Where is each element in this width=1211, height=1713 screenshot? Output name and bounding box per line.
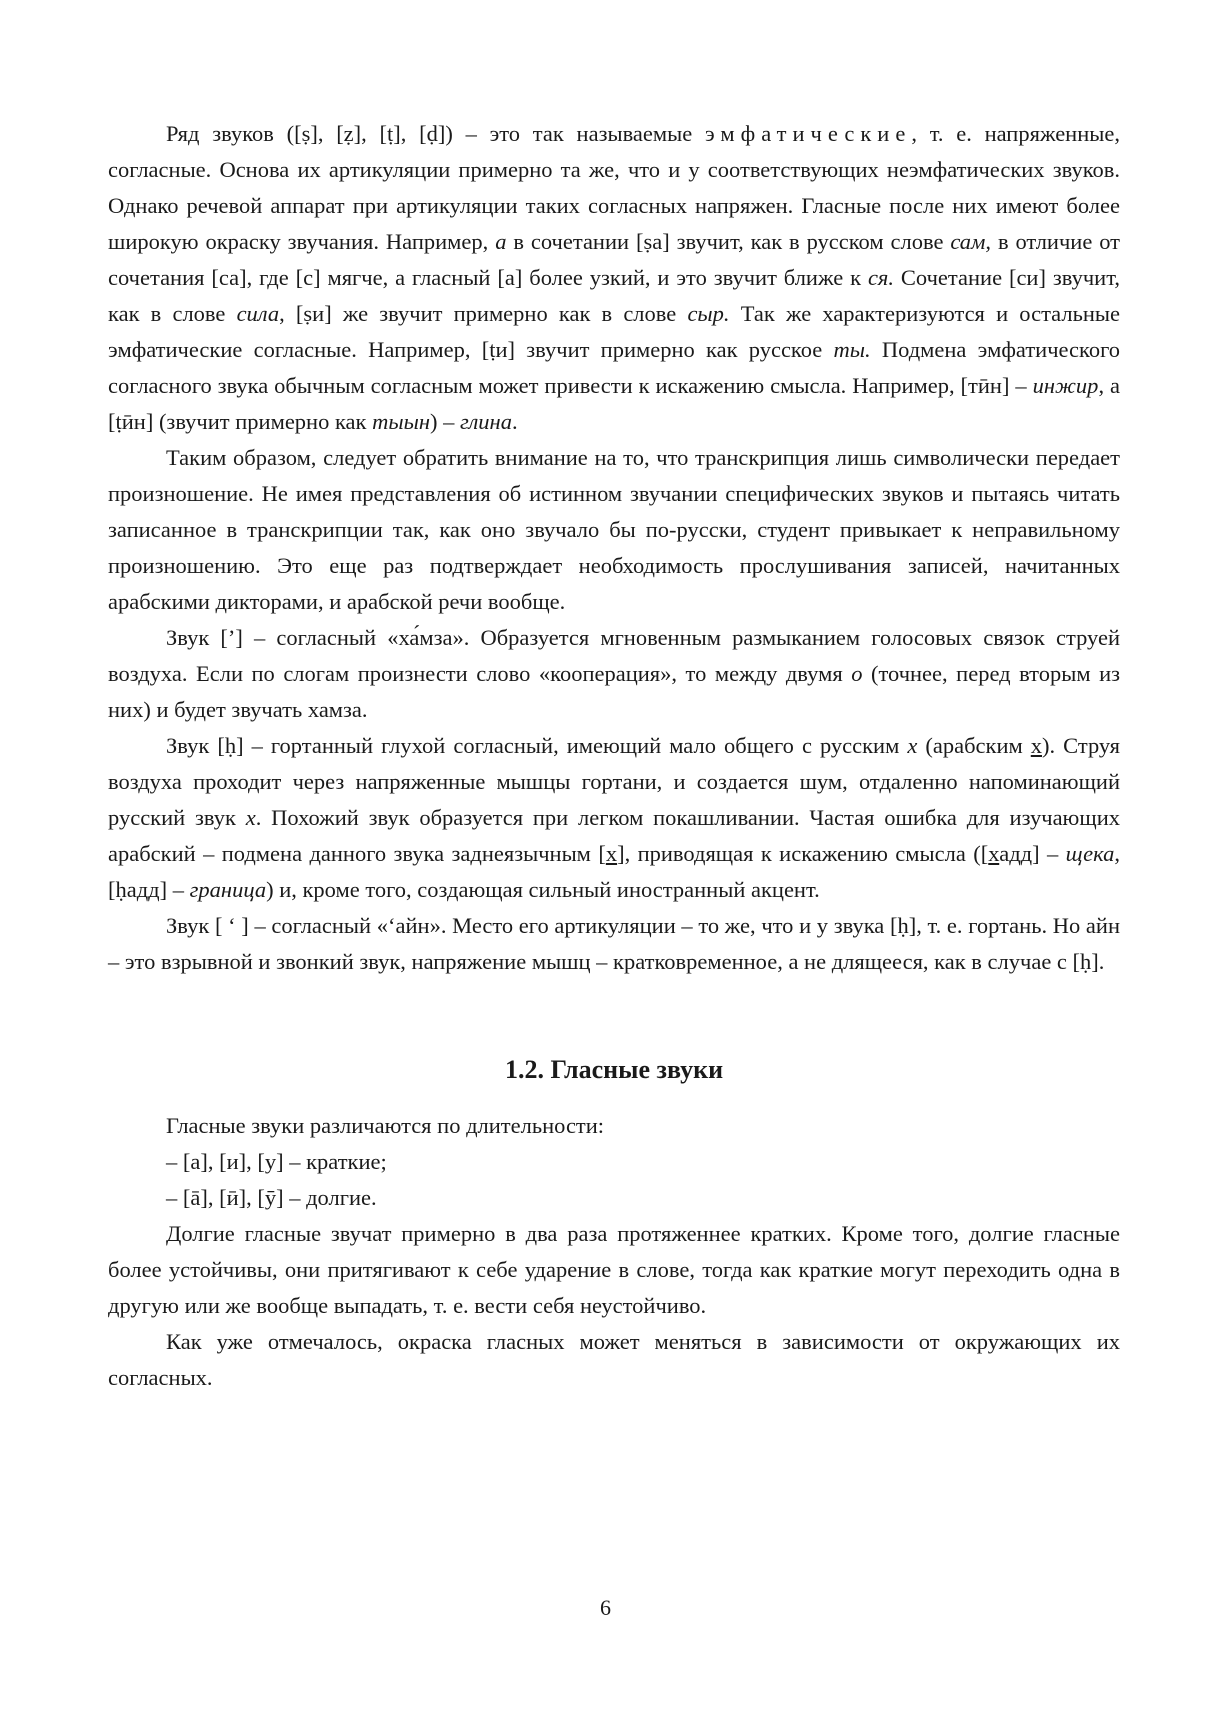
italic-term: х — [907, 733, 918, 758]
paragraph-ha — [108, 728, 1120, 908]
italic-term: тыын — [372, 409, 430, 434]
section-heading: 1.2. Гласные звуки — [504, 1055, 724, 1084]
italic-term: а — [495, 229, 507, 254]
text: , т. е. напряженные, согласные. Основа их артикуляции примерно та же, что и у соответствующих неэмфатических звуков. Однако речевой аппарат при артикуляции таких согласных напряжен. Гласные после них имеют более широкую окраску звучания. Например, — [108, 121, 1120, 254]
spaced-term: эмфатические — [704, 121, 912, 146]
text: ) – — [430, 409, 460, 434]
list-intro: Гласные звуки различаются по длительности: — [166, 1113, 605, 1138]
italic-term: сила — [236, 301, 280, 326]
text: Сочетание [си] звучит, как в слове — [108, 265, 1120, 326]
text: (арабским — [917, 733, 1031, 758]
italic-term: ты. — [833, 337, 871, 362]
page-number: 6 — [600, 1595, 611, 1620]
text: , [ḥадд] – — [108, 841, 1121, 902]
italic-term: граница — [189, 877, 267, 902]
text: Подмена эмфатического согласного звука обычным согласным может привести к искажению смысла. Например, [тӣн] – — [108, 337, 1120, 398]
paragraph-emphatic — [108, 116, 1120, 440]
page-content — [108, 116, 1120, 1396]
paragraph-vowel-coloring: Как уже отмечалось, окраска гласных может меняться в зависимости от окружающих их согласных. — [108, 1329, 1120, 1390]
text: Звук [’] – согласный «ха́мза». Образуется мгновенным размыканием голосовых связок струей воздуха. Если по слогам произнести слово «кооперация», то между двумя — [108, 625, 1120, 686]
italic-term: ся. — [867, 265, 895, 290]
text: ). Струя воздуха проходит через напряженные мышцы гортани, и создается шум, отдаленно напоминающий русский звук — [108, 733, 1120, 830]
list-item: – [а], [и], [у] – краткие; — [166, 1149, 387, 1174]
paragraph-ain: Звук [ ‘ ] – согласный «‘айн». Место его артикуляции – то же, что и у звука [ḥ], т. е. гортань. Но айн – это взрывной и звонкий звук, напряжение мышц – кратковременное, а не длящееся, как в случае с [ḥ]. — [108, 913, 1120, 974]
text: , [ṣи] же звучит примерно как в слове — [279, 301, 688, 326]
text: адд] – — [999, 841, 1066, 866]
text: Ряд звуков ([ṣ], [ẓ], [ṭ], [ḍ]) – это так называемые — [166, 121, 705, 146]
text: , а [ṭӣн] (звучит примерно как — [108, 373, 1120, 434]
italic-term: о — [851, 661, 863, 686]
paragraph-hamza — [108, 620, 1120, 728]
italic-term: глина — [460, 409, 512, 434]
italic-term: х — [245, 805, 256, 830]
italic-term: сам, — [950, 229, 992, 254]
text: в сочетании [ṣа] звучит, как в русском слове — [506, 229, 951, 254]
underlined-letter: х — [605, 841, 618, 866]
text: (точнее, перед вторым из них) и будет звучать хамза. — [108, 661, 1121, 722]
text: . — [511, 409, 518, 434]
text: ) и, кроме того, создающая сильный иностранный акцент. — [266, 877, 820, 902]
paragraph-transcription: Таким образом, следует обратить внимание на то, что транскрипция лишь символически передает произношение. Не имея представления об истинном звучании специфических звуков и пытаясь читать записанное в транскрипции так, как оно звучало бы по-русски, студент привыкает к неправильному произношению. Это еще раз подтверждает необходимость прослушивания записей, начитанных арабскими дикторами, и арабской речи вообще. — [108, 445, 1120, 614]
italic-term: сыр. — [687, 301, 730, 326]
italic-term: щека — [1065, 841, 1115, 866]
underlined-letter: х — [988, 841, 1000, 866]
text: ], приводящая к искажению смысла ([ — [617, 841, 989, 866]
list-item: – [ā], [ӣ], [ӯ] – долгие. — [166, 1185, 377, 1210]
paragraph-long-vowels: Долгие гласные звучат примерно в два раза протяженнее кратких. Кроме того, долгие гласные более устойчивы, они притягивают к себе ударение в слове, тогда как краткие могут переходить одна в другую или же вообще выпадать, т. е. вести себя неустойчиво. — [108, 1221, 1120, 1318]
text: Так же характеризуются и остальные эмфатические согласные. Например, [ṭи] звучит примерно как русское — [108, 301, 1120, 362]
underlined-letter: х — [1030, 733, 1043, 758]
italic-term: инжир — [1032, 373, 1099, 398]
text: . Похожий звук образуется при легком покашливании. Частая ошибка для изучающих арабский – подмена данного звука заднеязычным [ — [108, 805, 1120, 866]
text: в отличие от сочетания [са], где [с] мягче, а гласный [а] более узкий, и это звучит ближе к — [108, 229, 1121, 290]
text: Звук [ḥ] – гортанный глухой согласный, имеющий мало общего с русским — [166, 733, 908, 758]
